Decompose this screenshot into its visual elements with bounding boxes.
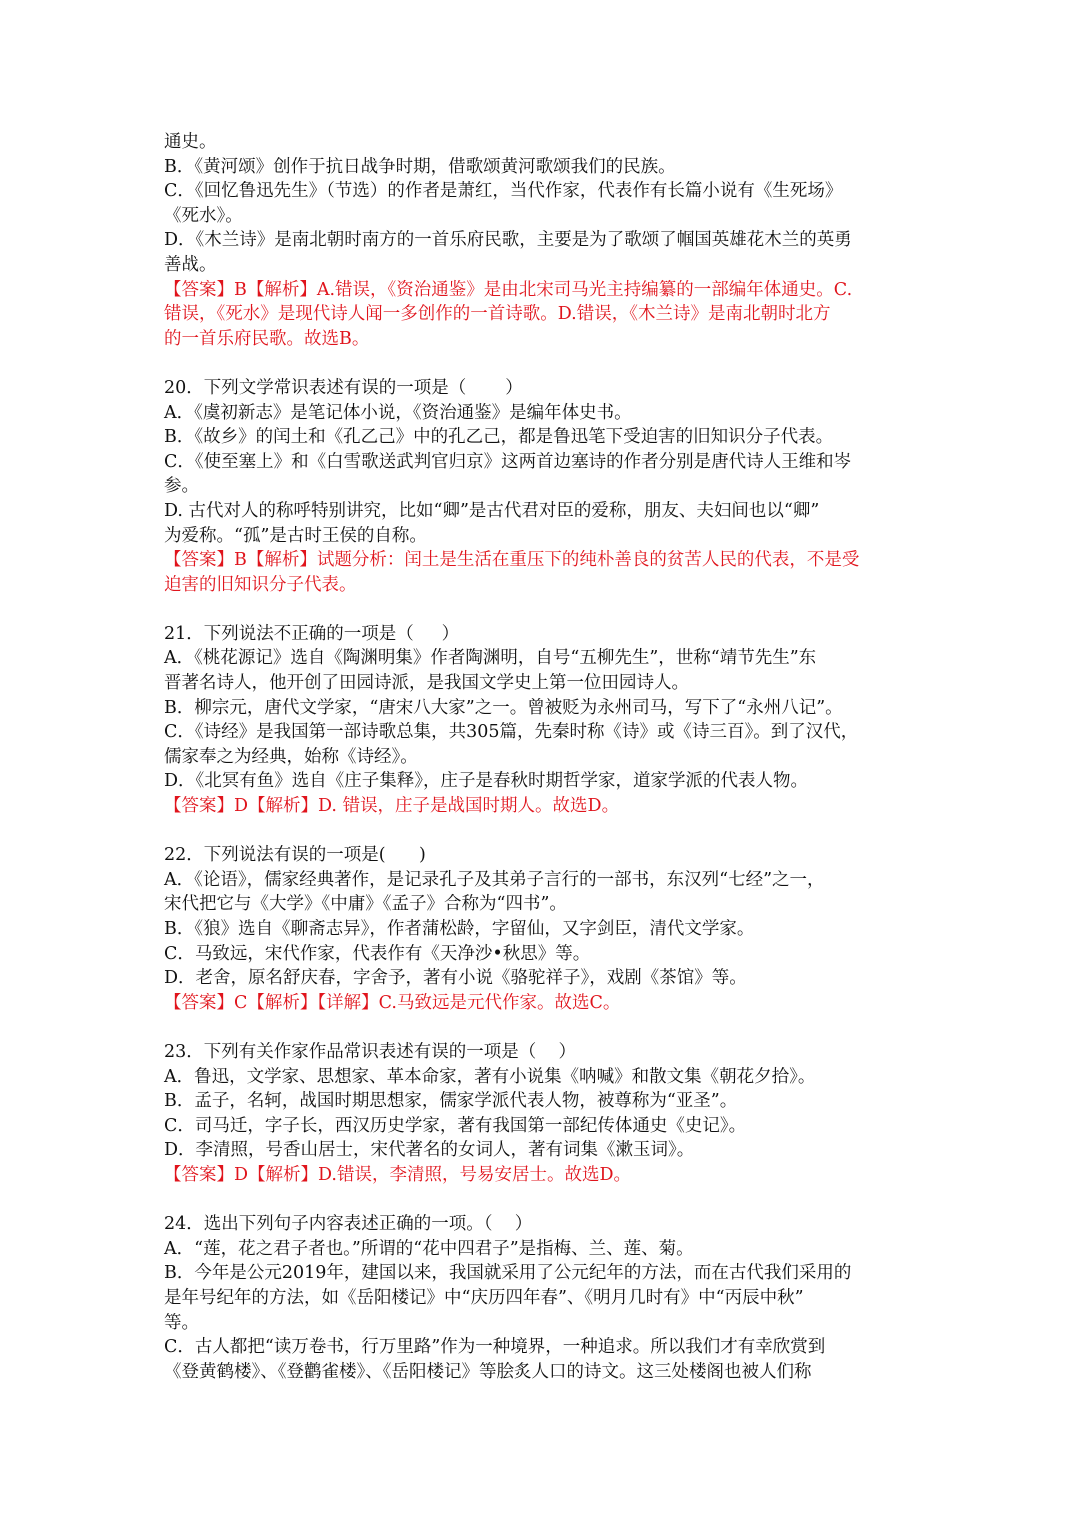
text-line: 等。 [164,1312,199,1333]
text-line: 《死水》。 [164,205,243,226]
text-line: B．《狼》选自《聊斋志异》，作者蒲松龄，字留仙，又字剑臣，清代文学家。 [164,919,755,939]
block-gap [164,597,924,622]
text-line: B．《黄河颂》创作于抗日战争时期，借歌颂黄河歌颂我们的民族。 [164,156,676,177]
text-line: C．《诗经》是我国第一部诗歌总集，共305篇，先秦时称《诗》或《诗三百》。到了汉代， [164,722,859,743]
text-line: 22．下列说法有误的一项是( ) [164,845,426,866]
question-block [164,1040,924,1163]
answer-line: 的一首乐府民歌。故选B。 [164,328,370,349]
text-line: 宋代把它与《大学》《中庸》《孟子》合称为“四书”。 [164,894,567,915]
text-line: C．司马迁，字子长，西汉历史学家，著有我国第一部纪传体通史《史记》。 [164,1115,747,1136]
text-line: A．鲁迅，文学家、思想家、革本命家，著有小说集《呐喊》和散文集《朝花夕拾》。 [164,1066,816,1087]
question-block [164,622,924,794]
text-line: C．马致远，宋代作家，代表作有《天净沙•秋思》等。 [164,943,591,964]
answer-line: 【答案】B【解析】试题分析：闰土是生活在重压下的纯朴善良的贫苦人民的代表，不是受 [164,550,860,571]
answer-block [164,278,924,352]
block-gap [164,819,924,844]
answer-line: 迫害的旧知识分子代表。 [164,574,357,595]
text-line: 21．下列说法不正确的一项是（ ） [164,623,460,644]
text-line: C．古人都把“读万卷书，行万里路”作为一种境界，一种追求。所以我们才有幸欣赏到 [164,1337,826,1358]
answer-line: 错误，《死水》是现代诗人闻一多创作的一首诗歌。D.错误，《木兰诗》是南北朝时北方 [164,304,831,325]
text-line: 为爱称。“孤”是古时王侯的自称。 [164,525,427,546]
answer-block [164,548,924,597]
text-line: D．《北冥有鱼》选自《庄子集释》，庄子是春秋时期哲学家，道家学派的代表人物。 [164,771,809,792]
text-line: 儒家奉之为经典，始称《诗经》。 [164,746,418,767]
text-line: A．《论语》，儒家经典著作，是记录孔子及其弟子言行的一部书，东汉列“七经”之一， [164,869,825,890]
question-block [164,1212,924,1384]
question-block [164,376,924,548]
block-gap [164,1188,924,1213]
answer-line: 【答案】D【解析】D. 错误，庄子是战国时期人。故选D。 [164,796,620,817]
question-block [164,843,924,991]
text-line: A．《桃花源记》选自《陶渊明集》作者陶渊明，自号“五柳先生”，世称“靖节先生”东 [164,648,817,669]
text-line: A．“莲，花之君子者也。”所谓的“花中四君子”是指梅、兰、莲、菊。 [164,1238,694,1259]
text-line: 23．下列有关作家作品常识表述有误的一项是（ ） [164,1041,577,1062]
answer-line: 【答案】B【解析】A.错误，《资治通鉴》是由北宋司马光主持编纂的一部编年体通史。C. [164,279,853,300]
text-line: C．《回忆鲁迅先生》（节选）的作者是萧红，当代作家，代表作有长篇小说有《生死场》 [164,181,843,202]
answer-line: 【答案】C【解析】【详解】C.马致远是元代作家。故选C。 [164,992,621,1013]
text-line: 晋著名诗人，他开创了田园诗派，是我国文学史上第一位田园诗人。 [164,673,689,694]
text-line: 通史。 [164,132,217,152]
text-line: 24．选出下列句子内容表述正确的一项。（ ） [164,1214,533,1235]
answer-line: 【答案】D【解析】D.错误，李清照，号易安居士。故选D。 [164,1164,632,1185]
block-gap [164,351,924,376]
text-line: 参。 [164,476,199,497]
text-line: 是年号纪年的方法，如《岳阳楼记》中“庆历四年春”、《明月几时有》中“丙辰中秋” [164,1287,804,1308]
text-line: A．《虞初新志》是笔记体小说，《资治通鉴》是编年体史书。 [164,402,632,423]
text-line: D．《木兰诗》是南北朝时南方的一首乐府民歌，主要是为了歌颂了帼国英雄花木兰的英勇 [164,230,852,251]
text-line: B．今年是公元2019年，建国以来，我国就采用了公元纪年的方法，而在古代我们采用的 [164,1263,852,1284]
text-line: 20．下列文学常识表述有误的一项是（ ） [164,377,523,398]
answer-block [164,991,924,1016]
text-line: B．孟子，名轲，战国时期思想家，儒家学派代表人物，被尊称为“亚圣”。 [164,1091,738,1112]
answer-block [164,794,924,819]
text-line: 《登黄鹤楼》、《登鹳雀楼》、《岳阳楼记》等脍炙人口的诗文。这三处楼阁也被人们称 [164,1361,812,1382]
question-block [164,130,924,278]
text-line: C．《使至塞上》和《白雪歌送武判官归京》这两首边塞诗的作者分别是唐代诗人王维和岑 [164,451,852,472]
text-line: D．老舍，原名舒庆春，字舍予，著有小说《骆驼祥子》，戏剧《茶馆》等。 [164,968,747,989]
block-gap [164,1015,924,1040]
text-line: 善战。 [164,254,217,275]
document-page [164,130,924,1384]
answer-block [164,1163,924,1188]
text-line: B．《故乡》的闰土和《孔乙己》中的孔乙己，都是鲁迅笔下受迫害的旧知识分子代表。 [164,427,834,448]
text-line: D．李清照，号香山居士，宋代著名的女词人，著有词集《漱玉词》。 [164,1140,695,1161]
text-line: D. 古代对人的称呼特别讲究，比如“卿”是古代君对臣的爱称，朋友、夫妇间也以“卿” [164,500,820,521]
text-line: B．柳宗元，唐代文学家，“唐宋八大家”之一。曾被贬为永州司马，写下了“永州八记”。 [164,697,843,718]
